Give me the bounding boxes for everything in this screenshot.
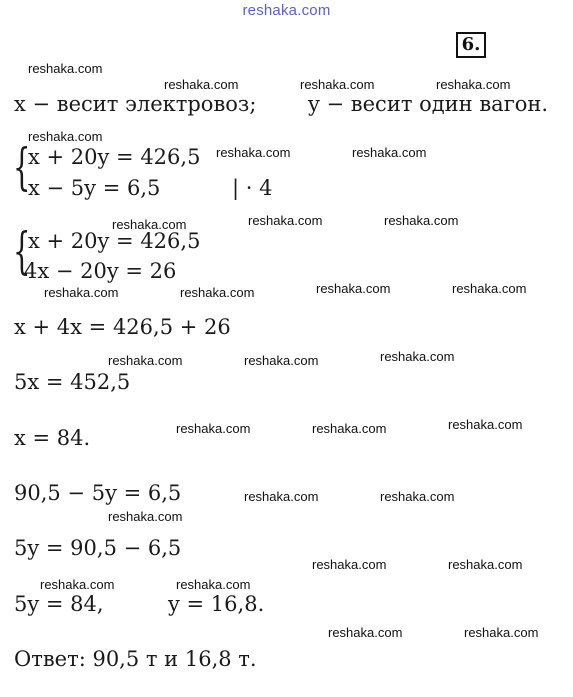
watermark: reshaka.com xyxy=(28,61,103,76)
step-line: y = 16,8. xyxy=(168,592,265,616)
site-header[interactable]: reshaka.com xyxy=(242,2,331,19)
watermark: reshaka.com xyxy=(464,625,539,640)
watermark: reshaka.com xyxy=(28,129,103,144)
step-line: x + 4x = 426,5 + 26 xyxy=(14,315,231,339)
step-line: x = 84. xyxy=(14,426,91,450)
watermark: reshaka.com xyxy=(112,217,187,232)
watermark: reshaka.com xyxy=(44,285,119,300)
step-line: 5y = 84, xyxy=(14,592,104,616)
step-line: 90,5 − 5y = 6,5 xyxy=(14,481,182,505)
problem-number: 6. xyxy=(456,32,486,58)
watermark: reshaka.com xyxy=(300,77,375,92)
system2-eq1: x + 20y = 426,5 xyxy=(28,229,201,253)
system1-multiplier: | · 4 xyxy=(232,176,273,200)
watermark: reshaka.com xyxy=(244,353,319,368)
watermark: reshaka.com xyxy=(180,285,255,300)
system1-eq1: x + 20y = 426,5 xyxy=(28,145,201,169)
watermark: reshaka.com xyxy=(164,77,239,92)
watermark: reshaka.com xyxy=(248,213,323,228)
watermark: reshaka.com xyxy=(176,577,251,592)
watermark: reshaka.com xyxy=(352,145,427,160)
system-brace: { xyxy=(13,138,31,196)
watermark: reshaka.com xyxy=(176,421,251,436)
watermark: reshaka.com xyxy=(328,625,403,640)
watermark: reshaka.com xyxy=(452,281,527,296)
watermark: reshaka.com xyxy=(40,577,115,592)
watermark: reshaka.com xyxy=(312,557,387,572)
watermark: reshaka.com xyxy=(380,349,455,364)
watermark: reshaka.com xyxy=(436,77,511,92)
system2-eq2: 4x − 20y = 26 xyxy=(24,259,177,283)
watermark: reshaka.com xyxy=(244,489,319,504)
watermark: reshaka.com xyxy=(108,353,183,368)
watermark: reshaka.com xyxy=(108,509,183,524)
intro-variable-y: y − весит один вагон. xyxy=(308,92,549,116)
watermark: reshaka.com xyxy=(380,489,455,504)
watermark: reshaka.com xyxy=(448,557,523,572)
step-line: 5y = 90,5 − 6,5 xyxy=(14,536,182,560)
watermark: reshaka.com xyxy=(312,421,387,436)
answer-line: Ответ: 90,5 т и 16,8 т. xyxy=(14,647,257,671)
watermark: reshaka.com xyxy=(384,213,459,228)
watermark: reshaka.com xyxy=(316,281,391,296)
intro-variable-x: x − весит электровоз; xyxy=(14,92,257,116)
system1-eq2: x − 5y = 6,5 xyxy=(28,176,161,200)
step-line: 5x = 452,5 xyxy=(14,370,131,394)
watermark: reshaka.com xyxy=(216,145,291,160)
system-brace: { xyxy=(13,222,31,280)
watermark: reshaka.com xyxy=(448,417,523,432)
